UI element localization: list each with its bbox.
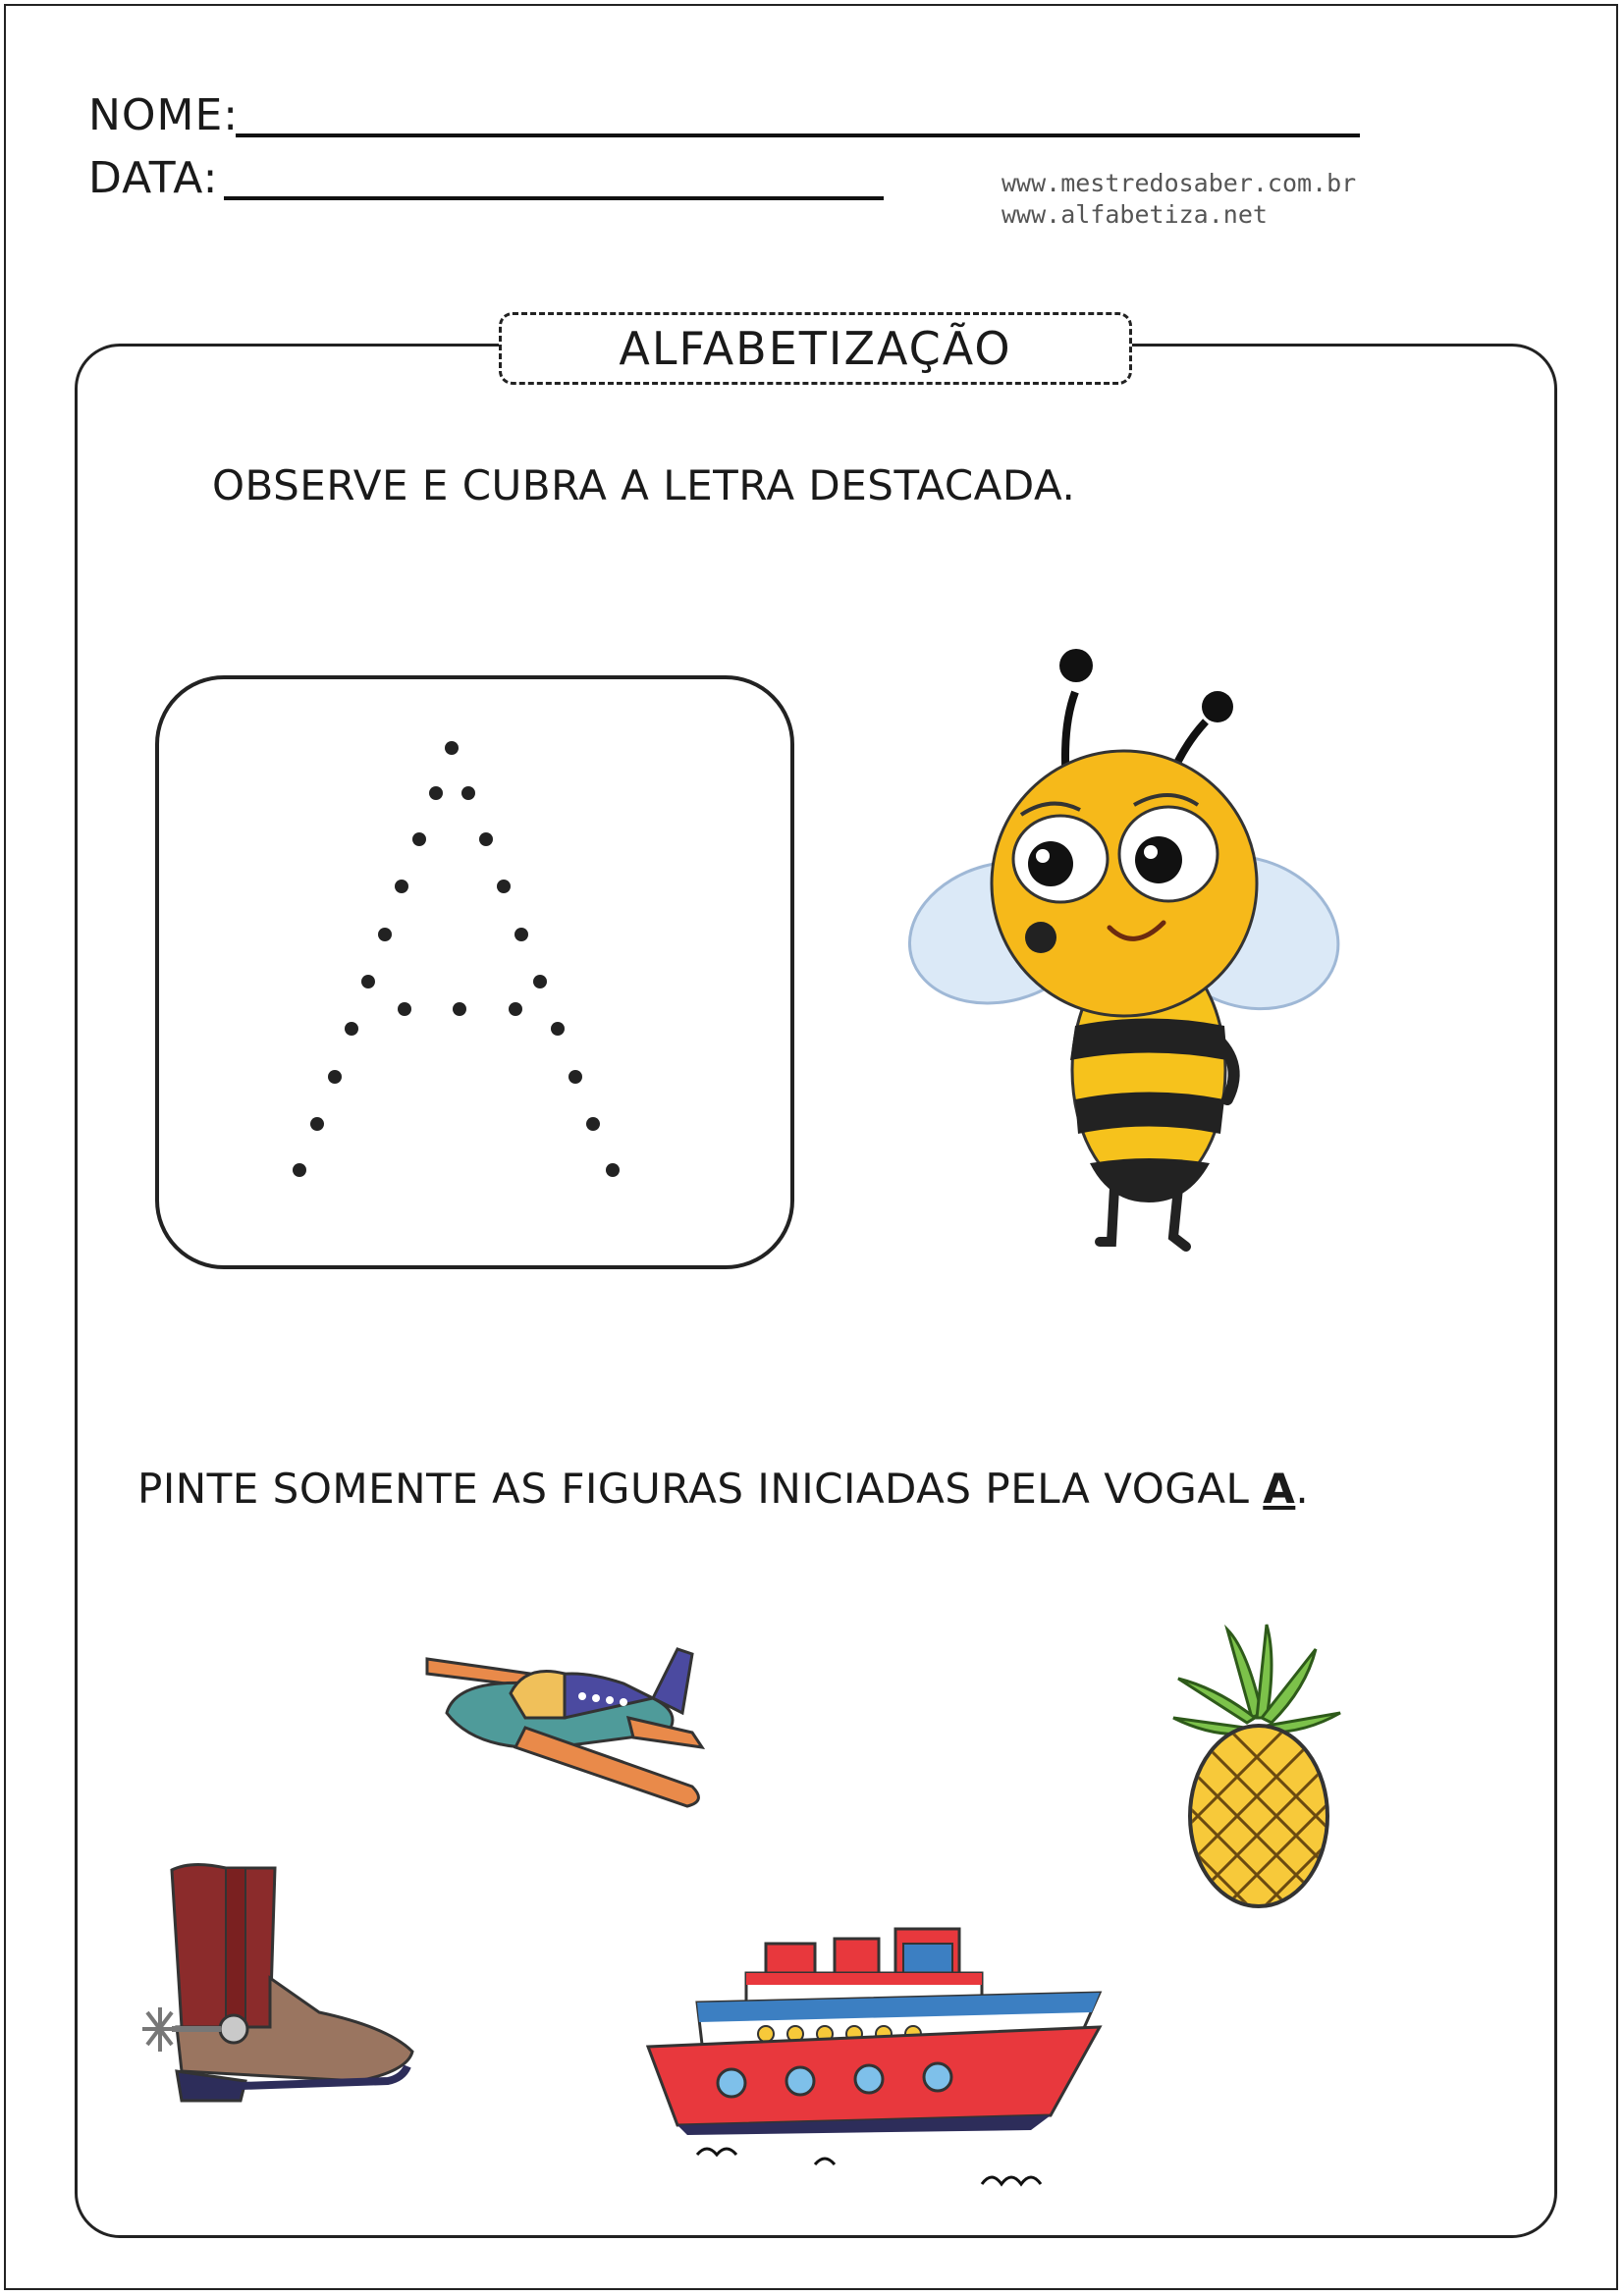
ship-illustration xyxy=(638,1924,1110,2218)
instruction-color xyxy=(137,1465,1309,1513)
dotted-letter-a xyxy=(159,679,790,1265)
bee-illustration xyxy=(893,638,1345,1256)
site-url-2: www.alfabetiza.net xyxy=(1001,200,1268,229)
highlighted-vowel: A xyxy=(1263,1465,1296,1513)
instruction-color-period: . xyxy=(1295,1465,1310,1513)
name-label: NOME: xyxy=(88,90,240,140)
boot-illustration xyxy=(123,1860,417,2115)
pineapple-illustration xyxy=(1168,1620,1345,1914)
letter-trace-box xyxy=(155,675,794,1269)
date-field[interactable] xyxy=(224,196,884,200)
instruction-trace: OBSERVE E CUBRA A LETRA DESTACADA. xyxy=(212,461,1076,509)
worksheet-title: ALFABETIZAÇÃO xyxy=(619,322,1012,375)
date-label: DATA: xyxy=(88,153,219,203)
name-field[interactable] xyxy=(236,133,1360,137)
worksheet-title-box xyxy=(499,312,1132,385)
instruction-color-text: PINTE SOMENTE AS FIGURAS INICIADAS PELA VOGAL xyxy=(137,1465,1264,1513)
airplane-illustration xyxy=(417,1639,712,1816)
site-url-1: www.mestredosaber.com.br xyxy=(1001,169,1357,197)
